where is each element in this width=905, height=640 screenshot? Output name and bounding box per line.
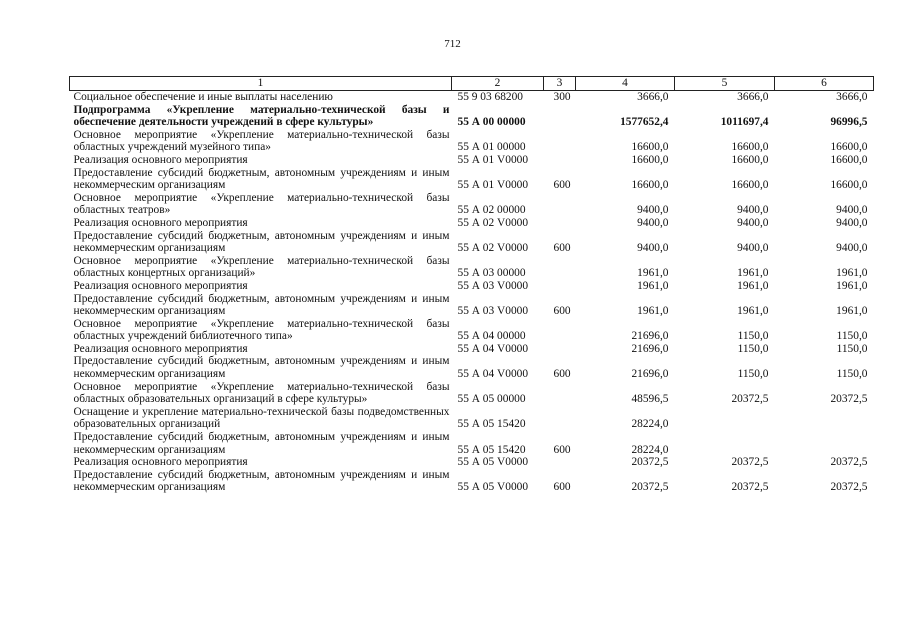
table-row bbox=[70, 217, 874, 230]
item-vr bbox=[544, 280, 576, 293]
item-name: Реализация основного мероприятия bbox=[73, 279, 248, 292]
header-amount-1: 4 bbox=[576, 77, 675, 91]
item-name: Подпрограмма «Укрепление материально-технической базы и обеспечение деятельности учреждений в сфере культуры» bbox=[73, 103, 450, 129]
item-amount-1: 1577652,4 bbox=[620, 116, 669, 129]
item-amount-3: 3666,0 bbox=[836, 91, 868, 103]
page-number: 712 bbox=[444, 38, 461, 50]
item-amount-3: 9400,0 bbox=[836, 204, 868, 217]
table-row bbox=[70, 431, 874, 456]
table-row bbox=[70, 293, 874, 318]
item-code: 55 А 01 00000 bbox=[457, 141, 526, 154]
item-vr: 600 bbox=[553, 242, 571, 255]
item-name: Реализация основного мероприятия bbox=[73, 153, 248, 166]
item-code: 55 А 05 V0000 bbox=[457, 481, 529, 494]
item-amount-3: 9400,0 bbox=[836, 242, 868, 255]
item-amount-1: 1961,0 bbox=[637, 305, 669, 318]
table-row bbox=[70, 129, 874, 154]
item-code: 55 А 05 00000 bbox=[457, 393, 526, 406]
table-row bbox=[70, 355, 874, 380]
item-code: 55 А 04 00000 bbox=[457, 330, 526, 343]
table-row bbox=[70, 381, 874, 406]
item-vr bbox=[544, 381, 576, 406]
item-vr: 600 bbox=[553, 368, 571, 381]
item-amount-2: 1961,0 bbox=[737, 267, 769, 280]
item-amount-1: 20372,5 bbox=[631, 481, 669, 494]
header-code: 2 bbox=[452, 77, 544, 91]
item-code: 55 А 04 V0000 bbox=[457, 368, 529, 381]
item-amount-1: 28224,0 bbox=[631, 418, 669, 431]
item-name: Реализация основного мероприятия bbox=[73, 342, 248, 355]
item-name: Предоставление субсидий бюджетным, автономным учреждениям и иным некоммерческим организациям bbox=[73, 166, 450, 192]
item-vr bbox=[544, 318, 576, 343]
item-amount-1: 9400,0 bbox=[637, 204, 669, 217]
item-amount-3: 1150,0 bbox=[836, 342, 868, 355]
item-amount-2: 1961,0 bbox=[737, 305, 769, 318]
item-amount-1: 20372,5 bbox=[631, 456, 669, 469]
item-name: Основное мероприятие «Укрепление материально-технической базы областных образовательных организаций в сфере культуры» bbox=[73, 380, 450, 406]
item-code: 55 А 03 V0000 bbox=[457, 279, 529, 292]
item-code: 55 А 03 V0000 bbox=[457, 305, 529, 318]
item-code: 55 А 00 00000 bbox=[457, 116, 526, 129]
item-amount-2: 16600,0 bbox=[731, 153, 769, 166]
item-name: Основное мероприятие «Укрепление материально-технической базы областных учреждений библиотечного типа» bbox=[73, 317, 450, 343]
item-amount-3: 16600,0 bbox=[830, 153, 868, 166]
item-amount-2: 20372,5 bbox=[731, 393, 769, 406]
item-amount-2: 1961,0 bbox=[737, 279, 769, 292]
item-vr bbox=[544, 343, 576, 356]
item-amount-3: 1961,0 bbox=[836, 267, 868, 280]
header-amount-2: 5 bbox=[675, 77, 775, 91]
item-vr bbox=[544, 154, 576, 167]
item-amount-2: 20372,5 bbox=[731, 481, 769, 494]
header-amount-3: 6 bbox=[775, 77, 874, 91]
item-name: Предоставление субсидий бюджетным, автономным учреждениям и иным некоммерческим организациям bbox=[73, 468, 450, 494]
item-vr: 600 bbox=[553, 481, 571, 494]
item-vr bbox=[544, 129, 576, 154]
item-name: Реализация основного мероприятия bbox=[73, 456, 248, 469]
item-amount-3: 96996,5 bbox=[830, 116, 868, 129]
item-amount-1: 21696,0 bbox=[631, 330, 669, 343]
item-name: Социальное обеспечение и иные выплаты населению bbox=[73, 91, 333, 103]
item-code: 55 А 03 00000 bbox=[457, 267, 526, 280]
item-amount-3: 1150,0 bbox=[836, 368, 868, 381]
item-amount-1: 9400,0 bbox=[637, 216, 669, 229]
item-code: 55 А 05 15420 bbox=[457, 418, 526, 431]
item-amount-2: 16600,0 bbox=[731, 141, 769, 154]
item-name: Оснащение и укрепление материально-технической базы подведомственных образовательных организаций bbox=[73, 405, 450, 431]
item-vr: 300 bbox=[553, 91, 571, 103]
item-amount-3: 16600,0 bbox=[830, 141, 868, 154]
item-amount-1: 1961,0 bbox=[637, 279, 669, 292]
item-name: Основное мероприятие «Укрепление материально-технической базы областных театров» bbox=[73, 191, 450, 217]
table-row bbox=[70, 154, 874, 167]
item-code: 55 А 01 V0000 bbox=[457, 153, 529, 166]
item-amount-1: 21696,0 bbox=[631, 368, 669, 381]
item-amount-2: 1150,0 bbox=[737, 342, 769, 355]
item-amount-3: 20372,5 bbox=[830, 393, 868, 406]
table-row bbox=[70, 318, 874, 343]
item-vr: 600 bbox=[553, 443, 571, 456]
item-amount-3: 1961,0 bbox=[836, 279, 868, 292]
item-name: Реализация основного мероприятия bbox=[73, 216, 248, 229]
header-row bbox=[70, 77, 874, 91]
item-amount-2: 1011697,4 bbox=[720, 116, 769, 129]
item-vr bbox=[544, 217, 576, 230]
item-amount-1: 48596,5 bbox=[631, 393, 669, 406]
table-row bbox=[70, 230, 874, 255]
item-amount-1: 16600,0 bbox=[631, 179, 669, 192]
item-name: Предоставление субсидий бюджетным, автономным учреждениям и иным некоммерческим организациям bbox=[73, 355, 450, 381]
item-code: 55 А 02 V0000 bbox=[457, 216, 529, 229]
item-amount-2: 20372,5 bbox=[731, 456, 769, 469]
item-amount-3: 20372,5 bbox=[830, 456, 868, 469]
item-vr bbox=[544, 255, 576, 280]
item-amount-1: 9400,0 bbox=[637, 242, 669, 255]
item-amount-3: 16600,0 bbox=[830, 179, 868, 192]
item-amount-3 bbox=[775, 406, 874, 431]
table-row bbox=[70, 469, 874, 494]
item-amount-3: 9400,0 bbox=[836, 216, 868, 229]
item-name: Предоставление субсидий бюджетным, автономным учреждениям и иным некоммерческим организациям bbox=[73, 292, 450, 318]
table-row bbox=[70, 343, 874, 356]
item-vr bbox=[544, 456, 576, 469]
table-row bbox=[70, 104, 874, 129]
item-amount-2 bbox=[675, 406, 775, 431]
header-vr: 3 bbox=[544, 77, 576, 91]
item-vr bbox=[544, 104, 576, 129]
item-code: 55 А 04 V0000 bbox=[457, 342, 529, 355]
item-vr bbox=[544, 192, 576, 217]
item-amount-2: 16600,0 bbox=[731, 179, 769, 192]
item-amount-3 bbox=[775, 431, 874, 456]
item-amount-2 bbox=[675, 431, 775, 456]
table-row bbox=[70, 280, 874, 293]
item-amount-1: 3666,0 bbox=[637, 91, 669, 103]
item-amount-2: 9400,0 bbox=[737, 204, 769, 217]
table-row bbox=[70, 192, 874, 217]
item-amount-3: 1961,0 bbox=[836, 305, 868, 318]
item-name: Основное мероприятие «Укрепление материально-технической базы областных концертных организаций» bbox=[73, 254, 450, 280]
item-amount-2: 9400,0 bbox=[737, 242, 769, 255]
item-amount-2: 1150,0 bbox=[737, 330, 769, 343]
item-code: 55 А 02 00000 bbox=[457, 204, 526, 217]
item-vr: 600 bbox=[553, 305, 571, 318]
header-name: 1 bbox=[70, 77, 452, 91]
item-amount-1: 16600,0 bbox=[631, 153, 669, 166]
item-amount-2: 3666,0 bbox=[737, 91, 769, 103]
item-amount-2: 1150,0 bbox=[737, 368, 769, 381]
item-name: Основное мероприятие «Укрепление материально-технической базы областных учреждений музейного типа» bbox=[73, 128, 450, 154]
item-amount-1: 1961,0 bbox=[637, 267, 669, 280]
item-code: 55 А 02 V0000 bbox=[457, 242, 529, 255]
item-name: Предоставление субсидий бюджетным, автономным учреждениям и иным некоммерческим организациям bbox=[73, 431, 450, 456]
item-amount-2: 9400,0 bbox=[737, 216, 769, 229]
item-name: Предоставление субсидий бюджетным, автономным учреждениям и иным некоммерческим организациям bbox=[73, 229, 450, 255]
item-vr: 600 bbox=[553, 179, 571, 192]
table-row bbox=[70, 167, 874, 192]
table-row bbox=[70, 91, 874, 104]
item-code: 55 А 05 V0000 bbox=[457, 456, 529, 469]
item-code: 55 А 01 V0000 bbox=[457, 179, 529, 192]
item-vr bbox=[544, 406, 576, 431]
item-amount-1: 16600,0 bbox=[631, 141, 669, 154]
item-amount-1: 28224,0 bbox=[631, 443, 669, 456]
item-amount-3: 1150,0 bbox=[836, 330, 868, 343]
item-amount-1: 21696,0 bbox=[631, 342, 669, 355]
table-row bbox=[70, 456, 874, 469]
item-code: 55 А 05 15420 bbox=[457, 443, 526, 456]
item-code: 55 9 03 68200 bbox=[457, 91, 523, 103]
budget-table bbox=[69, 76, 874, 494]
table-row bbox=[70, 406, 874, 431]
table-row bbox=[70, 255, 874, 280]
item-amount-3: 20372,5 bbox=[830, 481, 868, 494]
